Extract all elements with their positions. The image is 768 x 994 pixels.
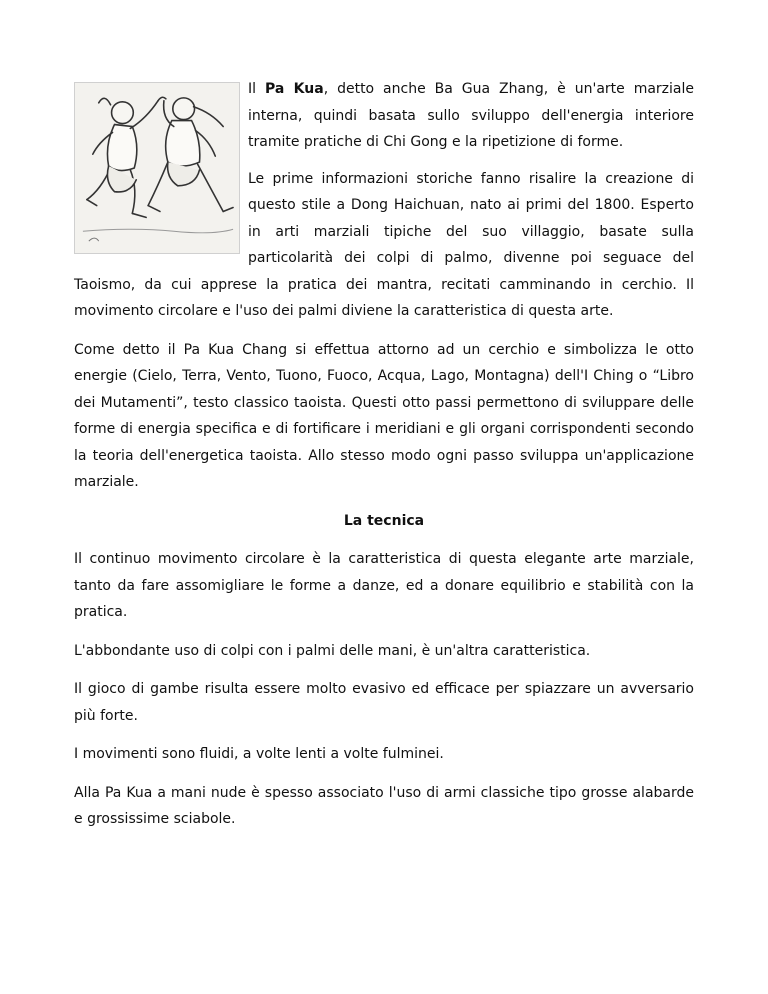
technique-paragraph-2: L'abbondante uso di colpi con i palmi delle mani, è un'altra caratteristica.	[74, 642, 591, 659]
intro-text-start: Il	[248, 81, 265, 97]
technique-paragraph-3: Il gioco di gambe risulta essere molto evasivo ed efficace per spiazzare un avversario più forte.	[74, 681, 694, 724]
section-heading: La tecnica	[343, 512, 425, 529]
intro-text-rest: , detto anche Ba Gua Zhang, è un'arte marziale interna, quindi basata sullo sviluppo dell'energia interiore tramite pratiche di Chi Gong e la ripetizione di forme.	[248, 81, 694, 150]
document-page	[74, 76, 694, 845]
martial-artists-illustration	[74, 82, 240, 254]
energies-paragraph: Come detto il Pa Kua Chang si effettua attorno ad un cerchio e simbolizza le otto energie (Cielo, Terra, Vento, Tuono, Fuoco, Acqua, Lago, Montagna) dell'I Ching o “Libro dei Mutamenti”, testo classico taoista. Questi otto passi permettono di sviluppare delle forme di energia specifica e di fortificare i meridiani e gli organi corrispondenti secondo la teoria dell'energetica taoista. Allo stesso modo ogni passo sviluppa un'applicazione marziale.	[74, 341, 694, 490]
technique-paragraph-4: I movimenti sono fluidi, a volte lenti a volte fulminei.	[74, 746, 444, 762]
technique-paragraph-5: Alla Pa Kua a mani nude è spesso associato l'uso di armi classiche tipo grosse alabarde e grossissime sciabole.	[74, 784, 694, 827]
history-paragraph: Le prime informazioni storiche fanno risalire la creazione di questo stile a Dong Haichuan, nato ai primi del 1800. Esperto in arti marziali tipiche del suo villaggio, basate sulla particolarità dei colpi di palmo, divenne poi seguace del Taoismo, da cui apprese la pratica dei mantra, recitati camminando in cerchio. Il movimento circolare e l'uso dei palmi diviene la caratteristica di questa arte.	[74, 170, 694, 319]
style-name-bold: Pa Kua	[264, 81, 324, 97]
technique-paragraph-1: Il continuo movimento circolare è la caratteristica di questa elegante arte marziale, tanto da fare assomigliare le forme a danze, ed a donare equilibrio e stabilità con la pratica.	[74, 551, 694, 620]
